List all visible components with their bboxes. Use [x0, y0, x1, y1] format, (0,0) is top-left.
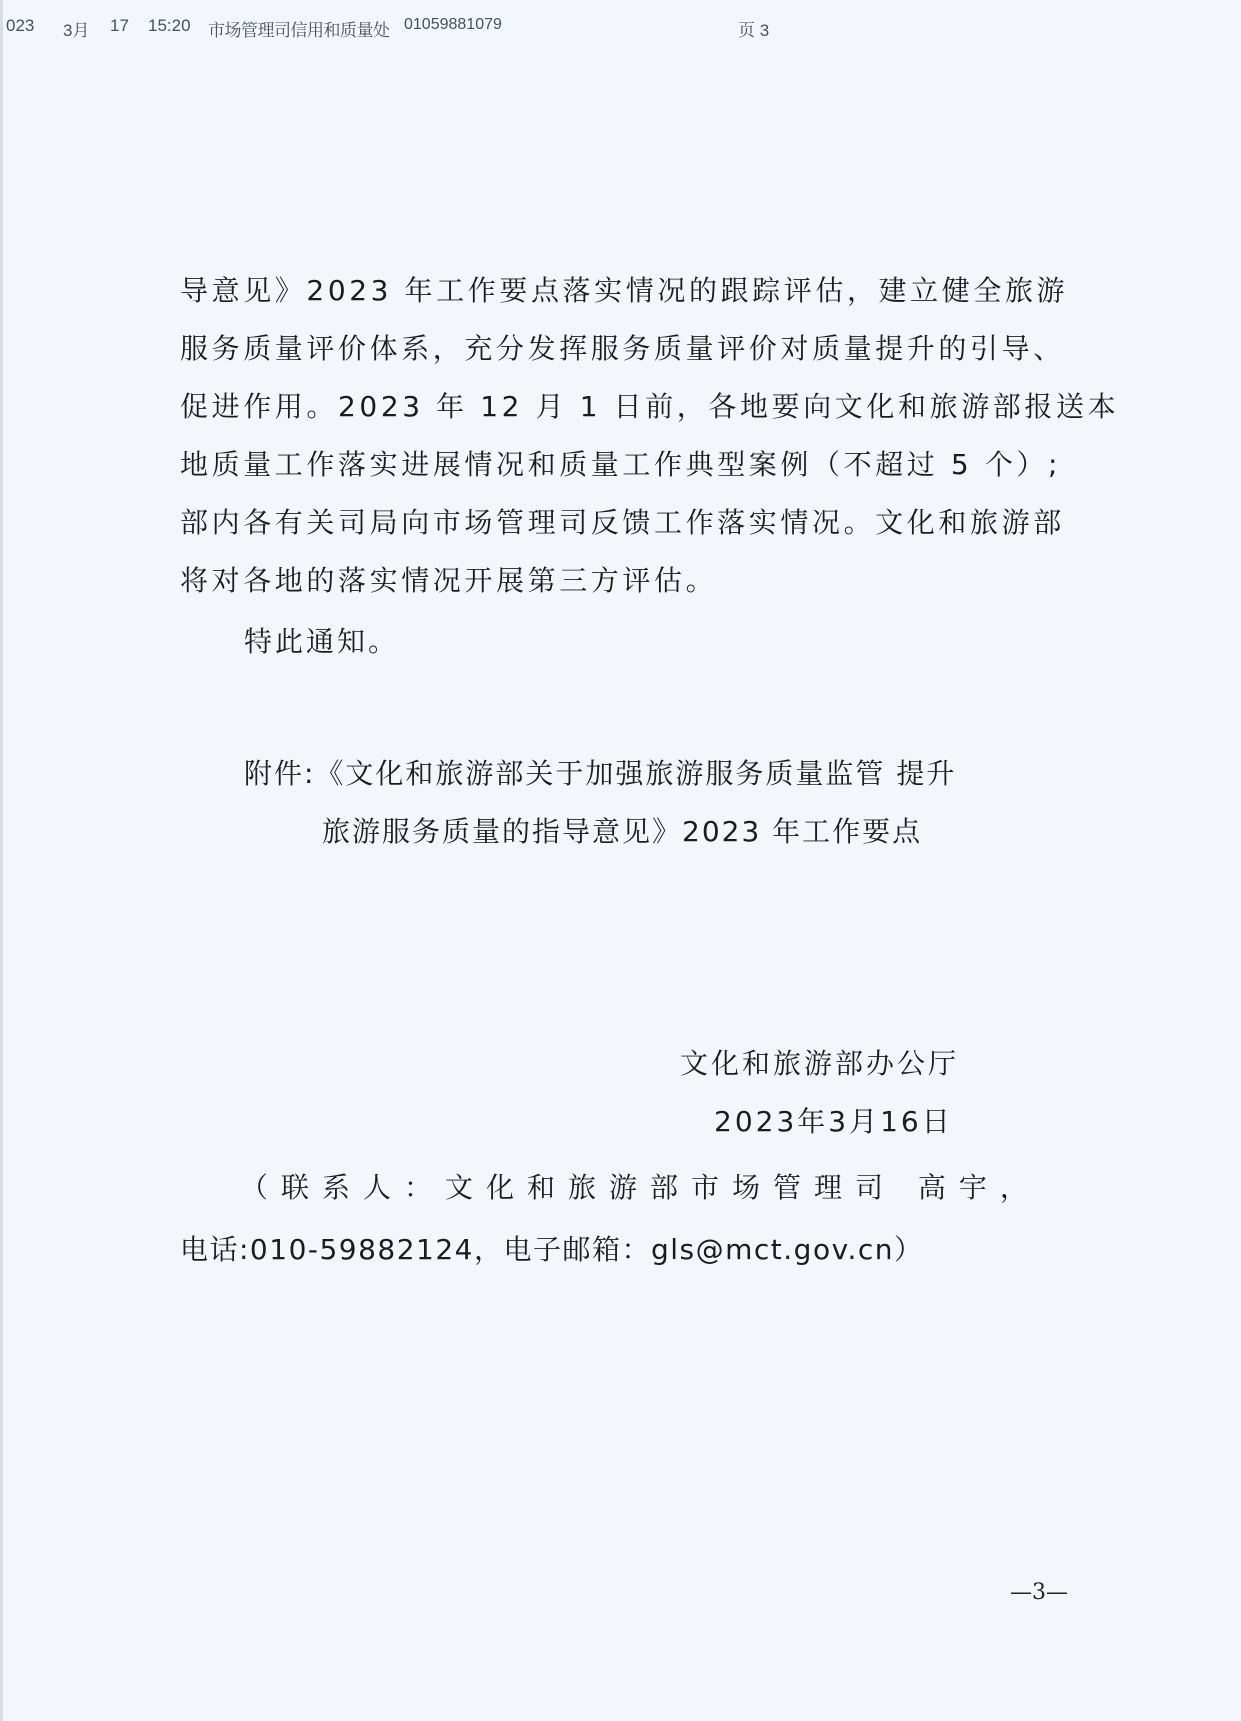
closing-remark: 特此通知。	[244, 625, 400, 658]
body-line: 部内各有关司局向市场管理司反馈工作落实情况。文化和旅游部	[180, 506, 1065, 539]
body-line: 将对各地的落实情况开展第三方评估。	[180, 564, 718, 597]
contact-person-line: （联系人：文化和旅游部市场管理司 高宇，	[240, 1171, 1041, 1204]
fax-sender: 市场管理司信用和质量处	[208, 21, 390, 40]
body-line: 地质量工作落实进展情况和质量工作典型案例（不超过 5 个）;	[180, 448, 1062, 481]
fax-page-label: 页 3	[738, 21, 770, 40]
body-line: 促进作用。2023 年 12 月 1 日前，各地要向文化和旅游部报送本	[180, 390, 1120, 423]
contact-phone-email-line: 电话:010-59882124，电子邮箱：gls@mct.gov.cn）	[180, 1233, 924, 1266]
page-number: —3—	[1010, 1580, 1068, 1605]
attachment-line-2: 旅游服务质量的指导意见》2023 年工作要点	[322, 815, 923, 848]
fax-year: 023	[6, 16, 35, 35]
body-line: 导意见》2023 年工作要点落实情况的跟踪评估，建立健全旅游	[180, 274, 1069, 307]
fax-number: 01059881079	[404, 16, 502, 33]
issue-date: 2023年3月16日	[714, 1105, 953, 1138]
issuer-name: 文化和旅游部办公厅	[680, 1047, 960, 1080]
fax-time: 15:20	[148, 16, 191, 35]
body-line: 服务质量评价体系，充分发挥服务质量评价对质量提升的引导、	[180, 332, 1065, 365]
signature-block	[680, 1035, 959, 1151]
fax-day: 17	[110, 16, 129, 35]
contact-info	[180, 1157, 1080, 1281]
attachment-line-1: 附件:《文化和旅游部关于加强旅游服务质量监管 提升	[244, 757, 957, 790]
attachment-note	[244, 745, 956, 861]
scan-page-edge	[0, 0, 3, 1721]
body-paragraph	[180, 262, 1120, 610]
fax-month: 3月	[63, 21, 90, 40]
